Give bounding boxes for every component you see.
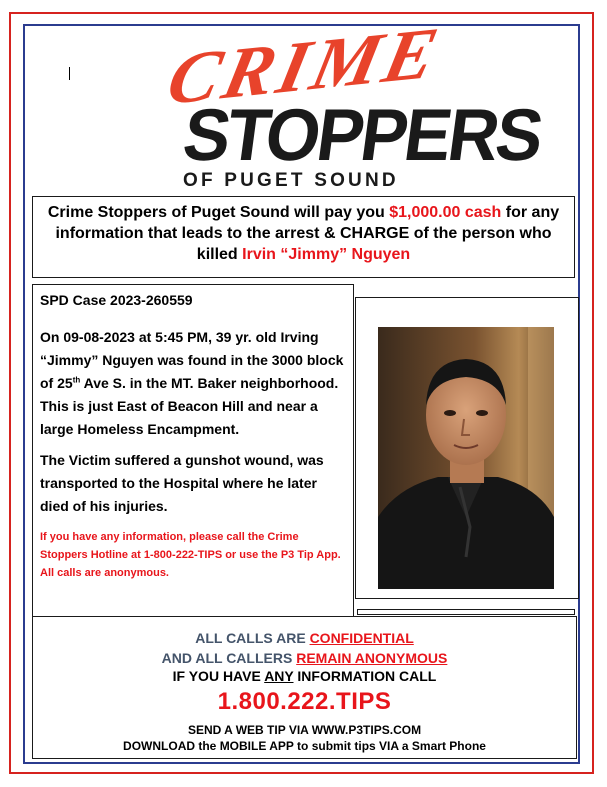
anonymous-word: REMAIN ANONYMOUS [296,650,448,666]
logo-crime-word: CRIME [160,12,449,122]
crime-stoppers-logo [158,12,546,191]
case-description [40,326,346,441]
hotline-note: If you have any information, please call the Crime Stoppers Hotline at 1-800-222-TIPS or use the P3 Tip App. All calls are anonymous. [40,531,341,579]
case-description-a: On 09-08-2023 at 5:45 PM, 39 yr. old Irving “Jimmy” Nguyen was found in the 3000 block of 25 [40,329,344,391]
case-number: SPD Case 2023-260559 [40,292,193,308]
web-tip-line[interactable]: SEND A WEB TIP VIA WWW.P3TIPS.COM [187,723,422,737]
mobile-app-line: DOWNLOAD the MOBILE APP to submit tips VIA a Smart Phone [123,739,486,753]
victim-photo-frame [355,297,579,599]
call-suffix: INFORMATION CALL [293,668,437,684]
logo-stoppers-word: STOPPERS [178,94,546,176]
call-line [33,667,576,685]
case-details-panel [32,284,354,617]
reward-text-1: Crime Stoppers of Puget Sound will pay you [47,204,390,221]
confidential-line [33,629,576,647]
victim-injury-text: The Victim suffered a gunshot wound, was transported to the Hospital where he later died of his injuries. [40,452,324,514]
confidential-word: CONFIDENTIAL [309,630,414,646]
case-description-b: Ave S. in the MT. Baker neighborhood. This is just East of Beacon Hill and near a large Homeless Encampment. [40,375,339,437]
anonymous-prefix: AND ALL CALLERS [161,650,297,666]
victim-photo [378,327,554,589]
logo-subtitle: OF PUGET SOUND [183,170,399,191]
call-prefix: IF YOU HAVE [172,668,265,684]
victim-name: Irvin “Jimmy” Nguyen [242,246,411,263]
hotline-number[interactable]: 1.800.222.TIPS [217,688,392,715]
victim-photo-illustration [378,327,554,589]
reward-announcement [32,196,575,278]
anonymous-line [33,649,576,667]
reward-text-2: for any information that leads to the arrest & CHARGE of the person who killed [55,204,560,263]
reward-amount: $1,000.00 cash [389,204,502,221]
hotline-panel [32,616,577,759]
text-cursor [69,67,70,80]
confidential-prefix: ALL CALLS ARE [195,630,310,646]
call-any-word: ANY [264,668,294,684]
divider-box [357,609,575,615]
ordinal-suffix: th [72,375,81,385]
